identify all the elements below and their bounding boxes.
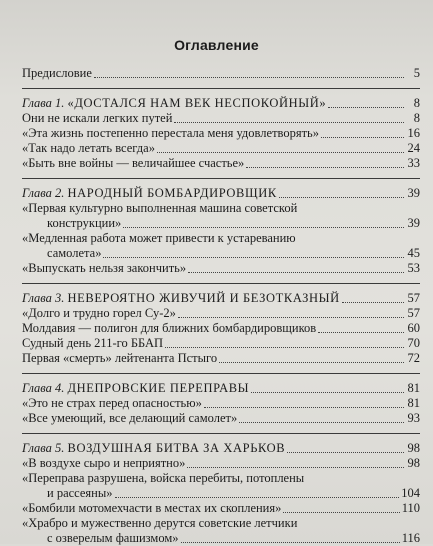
chapter-divider: [22, 283, 420, 284]
page-number: 8: [413, 96, 420, 110]
toc-section: [22, 471, 420, 501]
toc-section-text: «Первая культурно выполненная машина советской: [22, 201, 298, 215]
page-number: 16: [407, 126, 420, 140]
dot-leader: [283, 512, 399, 513]
page-number: 81: [407, 381, 420, 395]
page-number: 72: [407, 351, 420, 365]
toc-section: [22, 411, 420, 426]
toc-section-text: Судный день 211-го ББАП: [22, 336, 164, 350]
toc-section: [22, 456, 420, 471]
dot-leader: [157, 152, 404, 153]
chapter-title: НЕВЕРОЯТНО ЖИВУЧИЙ И БЕЗОТКАЗНЫЙ: [67, 291, 340, 305]
page-number: 45: [407, 246, 420, 260]
toc-section-text: «Храбро и мужественно дерутся советские летчики: [22, 516, 298, 530]
chapter-label: Глава 4.: [22, 381, 65, 395]
chapter-divider: [22, 178, 420, 179]
toc-section-text-continued: самолета»: [47, 246, 102, 260]
toc-section-text: «В воздухе сыро и неприятно»: [22, 456, 186, 470]
chapter-label: Глава 3.: [22, 291, 65, 305]
dot-leader: [178, 317, 404, 318]
dot-leader: [219, 362, 404, 363]
dot-leader: [246, 167, 404, 168]
toc-section: [22, 306, 420, 321]
toc-section-text-continued: конструкции»: [47, 216, 122, 230]
page-number: 81: [407, 396, 420, 410]
toc-section-text: «Так надо летать всегда»: [22, 141, 155, 155]
dot-leader: [342, 302, 404, 303]
page-number: 70: [407, 336, 420, 350]
toc-section-text-continued: с озверелым фашизмом»: [47, 531, 179, 545]
toc-chapter-5: [22, 441, 420, 456]
toc-section: [22, 516, 420, 546]
page-number: 116: [401, 531, 420, 545]
toc-section-text: «Медленная работа может привести к устареванию: [22, 231, 296, 245]
dot-leader: [181, 542, 400, 543]
chapter-title: «ДОСТАЛСЯ НАМ ВЕК НЕСПОКОЙНЫЙ»: [67, 96, 327, 110]
dot-leader: [174, 122, 404, 123]
toc-section-text: «Эта жизнь постепенно перестала меня удовлетворять»: [22, 126, 320, 140]
page-number: 93: [407, 411, 420, 425]
toc-chapter-4: [22, 381, 420, 396]
toc-section: [22, 156, 420, 171]
dot-leader: [328, 107, 404, 108]
toc-section-text-continued: и рассеяны»: [47, 486, 113, 500]
dot-leader: [318, 332, 404, 333]
page-number: 39: [407, 186, 420, 200]
toc-section-text: «Бомбили мотомехчасти в местах их скопления»: [22, 501, 282, 515]
toc-section: [22, 231, 420, 261]
page-number: 57: [407, 306, 420, 320]
toc-section-text: Молдавия — полигон для ближних бомбардировщиков: [22, 321, 317, 335]
chapter-label: Глава 1.: [22, 96, 65, 110]
toc-section: [22, 336, 420, 351]
dot-leader: [123, 227, 404, 228]
toc-section: [22, 261, 420, 276]
dot-leader: [279, 197, 404, 198]
dot-leader: [251, 392, 404, 393]
toc-chapter-2: [22, 186, 420, 201]
toc-section-text: «Переправа разрушена, войска перебиты, потоплены: [22, 471, 305, 485]
toc-section: [22, 126, 420, 141]
toc-chapter-3: [22, 291, 420, 306]
dot-leader: [239, 422, 404, 423]
chapter-divider: [22, 88, 420, 89]
toc-section-text: «Все умеющий, все делающий самолет»: [22, 411, 238, 425]
page-number: 8: [413, 111, 420, 125]
toc-section: [22, 141, 420, 156]
chapter-title: ДНЕПРОВСКИЕ ПЕРЕПРАВЫ: [67, 381, 250, 395]
toc-section-text: «Долго и трудно горел Су-2»: [22, 306, 176, 320]
chapter-label: Глава 2.: [22, 186, 65, 200]
page-number: 98: [407, 456, 420, 470]
dot-leader: [115, 497, 400, 498]
toc-section: [22, 321, 420, 336]
dot-leader: [165, 347, 404, 348]
table-of-contents: [22, 66, 420, 546]
page-number: 53: [407, 261, 420, 275]
toc-section: [22, 501, 420, 516]
toc-section-text: Первая «смерть» лейтенанта Пстыго: [22, 351, 218, 365]
toc-section: [22, 396, 420, 411]
dot-leader: [287, 452, 404, 453]
page-number: 57: [407, 291, 420, 305]
dot-leader: [103, 257, 404, 258]
dot-leader: [321, 137, 404, 138]
toc-chapter-1: [22, 96, 420, 111]
page-number: 104: [401, 486, 420, 500]
page-number: 39: [407, 216, 420, 230]
dot-leader: [94, 77, 404, 78]
dot-leader: [188, 272, 404, 273]
toc-section: [22, 351, 420, 366]
page-number: 110: [401, 501, 420, 515]
chapter-divider: [22, 373, 420, 374]
toc-section-text: «Выпускать нельзя закончить»: [22, 261, 187, 275]
page-number: 98: [407, 441, 420, 455]
dot-leader: [187, 467, 404, 468]
toc-section-text: Они не искали легких путей: [22, 111, 173, 125]
toc-entry-text: Предисловие: [22, 66, 92, 80]
toc-section-text: «Это не страх перед опасностью»: [22, 396, 202, 410]
page-number: 24: [407, 141, 420, 155]
dot-leader: [204, 407, 404, 408]
toc-entry-preface: [22, 66, 420, 81]
page-number: 5: [413, 66, 420, 80]
chapter-divider: [22, 433, 420, 434]
chapter-title: НАРОДНЫЙ БОМБАРДИРОВЩИК: [67, 186, 277, 200]
chapter-title: ВОЗДУШНАЯ БИТВА ЗА ХАРЬКОВ: [67, 441, 286, 455]
page-number: 60: [407, 321, 420, 335]
toc-section-text: «Быть вне войны — величайшее счастье»: [22, 156, 245, 170]
chapter-label: Глава 5.: [22, 441, 65, 455]
page-title: Оглавление: [174, 37, 259, 53]
page-number: 33: [407, 156, 420, 170]
toc-section: [22, 201, 420, 231]
toc-section: [22, 111, 420, 126]
